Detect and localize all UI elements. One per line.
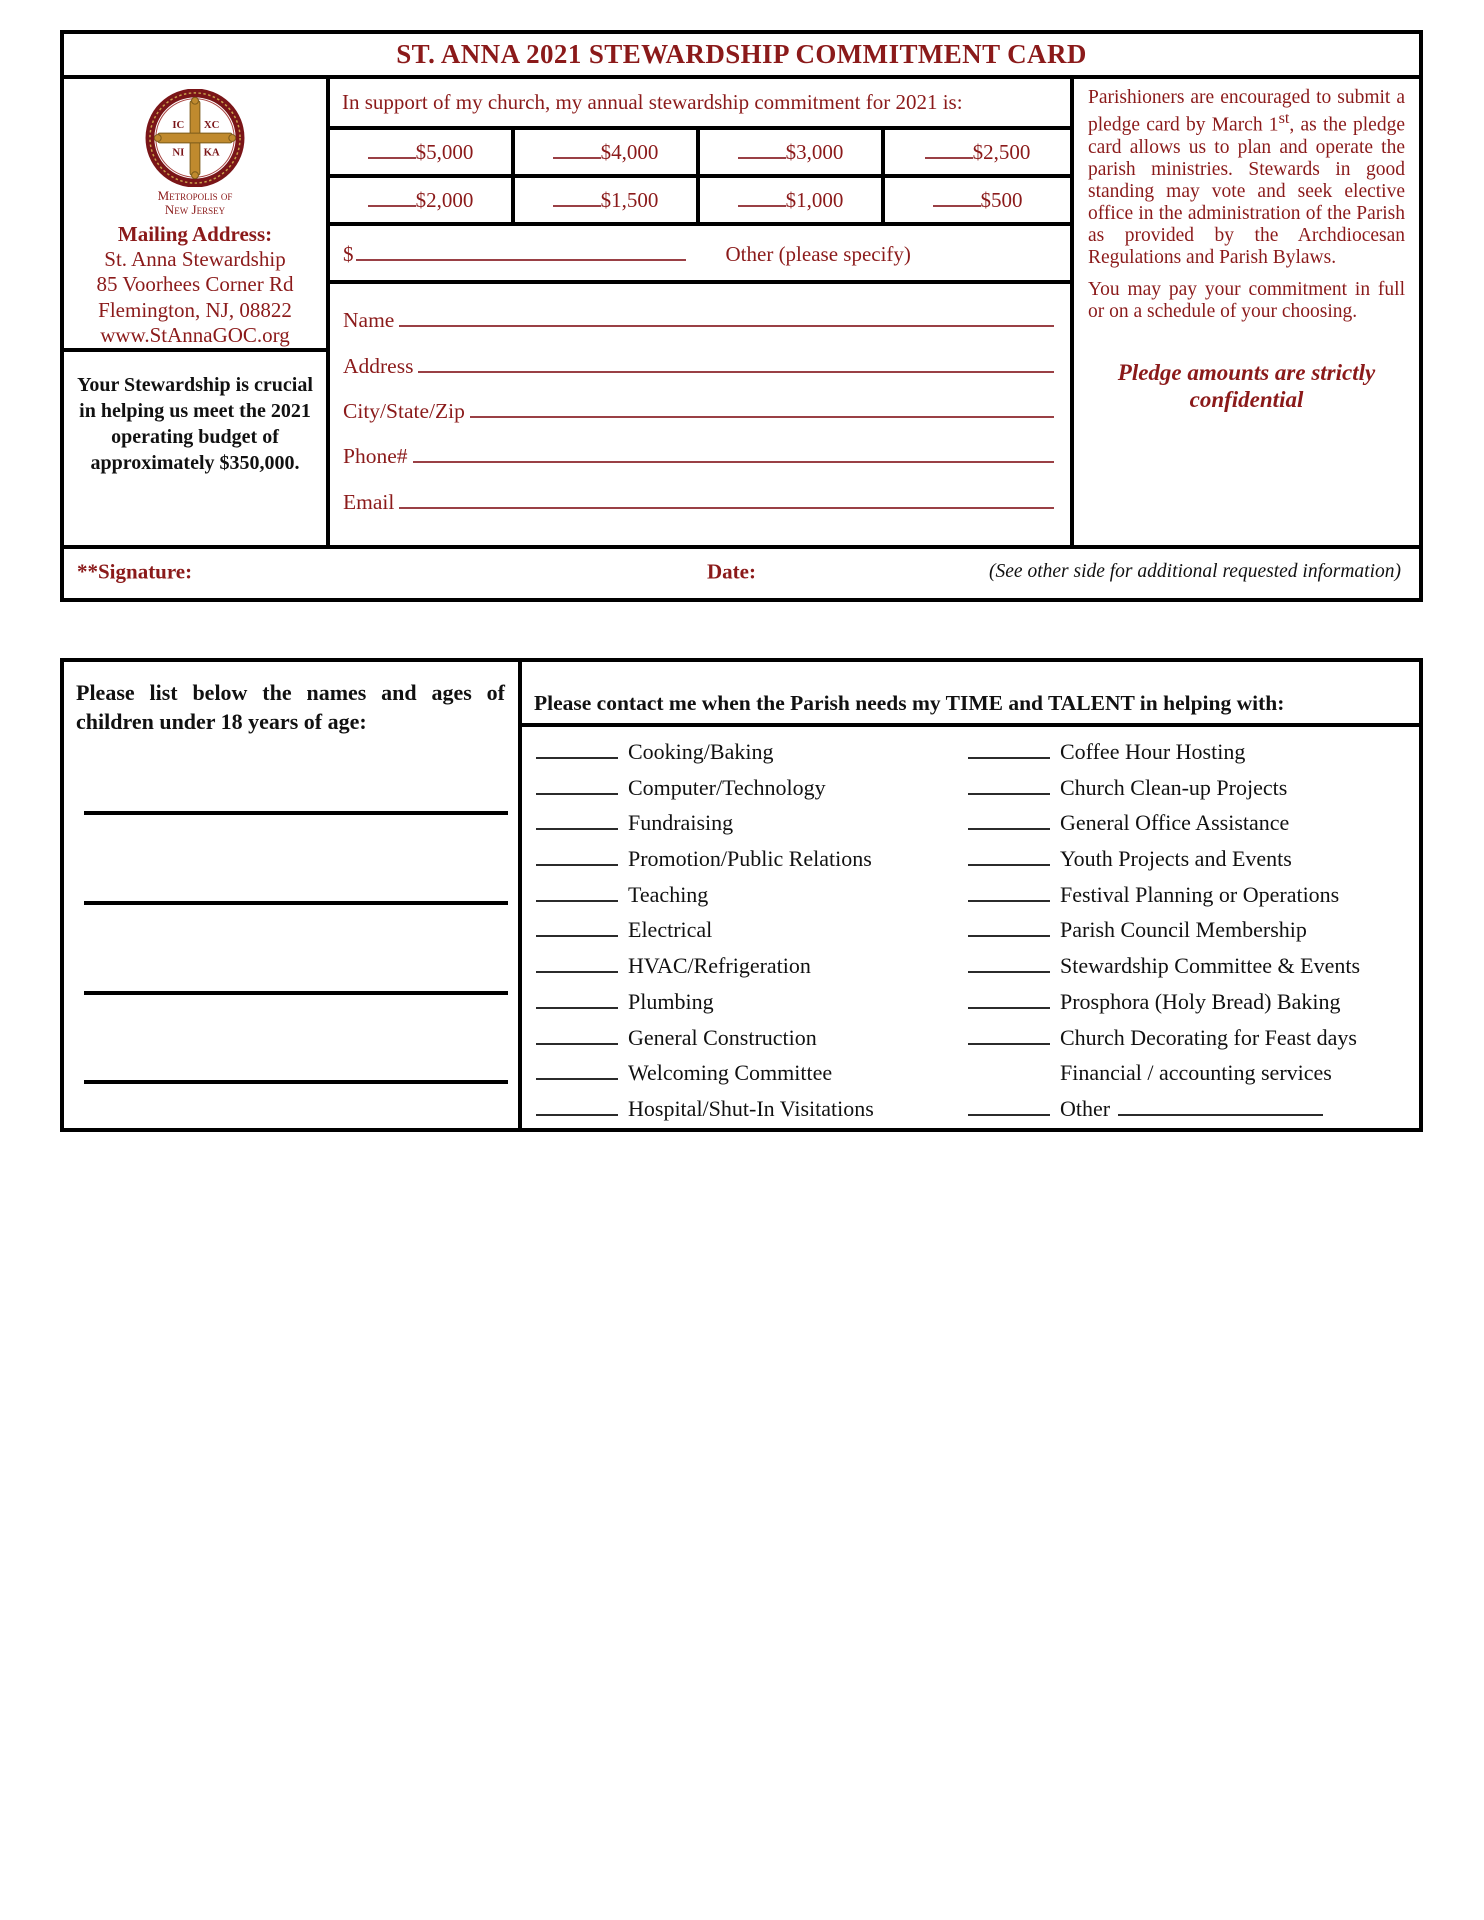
other-dollar-sign: $ xyxy=(343,242,354,266)
talent-item-label: Teaching xyxy=(628,881,709,907)
talent-item-label: Cooking/Baking xyxy=(628,739,774,764)
mailing-address-heading: Mailing Address: xyxy=(117,222,273,247)
contact-field-row xyxy=(343,490,1054,515)
talent-checkoff-blank-line xyxy=(968,793,1050,795)
mailing-address-line: Flemington, NJ, 08822 xyxy=(98,297,292,322)
talent-item xyxy=(968,1025,1413,1051)
talent-checkoff-blank-line xyxy=(536,828,618,830)
talent-item-label: General Construction xyxy=(628,1024,817,1050)
talent-checkoff-blank-line xyxy=(536,1043,618,1045)
talent-list-right xyxy=(968,739,1413,1122)
talent-item-label: Electrical xyxy=(628,917,713,943)
pledge-amount-label: $5,000 xyxy=(415,140,474,164)
talent-item xyxy=(522,1060,968,1086)
talent-checkoff-blank-line xyxy=(968,935,1050,937)
field-label: Phone# xyxy=(343,444,408,469)
pledge-amount-cell xyxy=(885,178,1070,226)
talent-checkoff-blank-line xyxy=(536,864,618,866)
field-blank-line xyxy=(413,460,1055,463)
talent-item xyxy=(522,882,968,908)
logo-caption xyxy=(158,189,233,216)
talent-checkoff-blank-line xyxy=(536,1078,618,1080)
children-writing-line xyxy=(84,1080,508,1084)
talent-item xyxy=(968,1060,1413,1086)
talent-item xyxy=(968,1096,1413,1122)
talent-checkoff-blank-line xyxy=(968,971,1050,973)
signature-row xyxy=(64,545,1419,594)
contact-field-row xyxy=(343,354,1054,379)
confidential-note: Pledge amounts are strictly confidential xyxy=(1117,359,1376,413)
talent-item xyxy=(522,775,968,801)
talent-lists xyxy=(522,727,1419,1128)
pledge-amount-label: $1,000 xyxy=(785,188,844,212)
pledge-amount-cell xyxy=(885,130,1070,178)
pledge-checkoff-blank-line xyxy=(368,157,416,159)
talent-checkoff-blank-line xyxy=(536,793,618,795)
metropolis-seal-icon xyxy=(145,89,245,187)
talent-item xyxy=(968,953,1413,979)
talent-item xyxy=(968,846,1413,872)
contact-field-row xyxy=(343,399,1054,424)
pledge-amount-cell xyxy=(700,178,885,226)
pledge-amount-cell xyxy=(700,130,885,178)
see-other-side-note: (See other side for additional requested information) xyxy=(989,560,1401,582)
children-heading: Please list below the names and ages of children under 18 years of age: xyxy=(76,680,505,735)
pledge-amount-cell xyxy=(515,130,700,178)
children-writing-line xyxy=(84,991,508,995)
superscript-st: st xyxy=(1278,109,1290,128)
pledge-amount-label: $3,000 xyxy=(785,140,844,164)
pledge-amount-label: $2,000 xyxy=(415,188,474,212)
talent-item xyxy=(968,775,1413,801)
talent-checkoff-blank-line xyxy=(536,1114,618,1116)
talent-checkoff-blank-line xyxy=(968,864,1050,866)
talent-item-label: Coffee Hour Hosting xyxy=(1060,739,1246,764)
talent-item xyxy=(522,1025,968,1051)
field-blank-line xyxy=(399,506,1054,509)
pledge-column xyxy=(330,79,1074,545)
talent-cell xyxy=(522,662,1419,1128)
svg-text:KA: KA xyxy=(203,146,220,159)
field-label: Email xyxy=(343,489,395,514)
field-label: Address xyxy=(343,353,414,378)
talent-item xyxy=(522,953,968,979)
pledge-header: In support of my church, my annual stewardship commitment for 2021 is: xyxy=(330,79,1070,130)
info-paragraph-1: Parishioners are encouraged to submit a pledge card by March 1st, as the pledge card allows us to plan and operate the parish ministries. Stewards in good standing may vote and seek elective office in the administration of the Parish as provided by the Archdiocesan Regulations and Parish Bylaws. xyxy=(1088,87,1405,268)
talent-item xyxy=(522,989,968,1015)
card1-main xyxy=(64,79,1419,545)
talent-item xyxy=(968,917,1413,943)
talent-checkoff-blank-line xyxy=(536,900,618,902)
talent-item-label: Other xyxy=(1060,1095,1111,1121)
pledge-other-row xyxy=(330,226,1070,284)
pledge-checkoff-blank-line xyxy=(738,205,786,207)
time-talent-card xyxy=(60,658,1423,1132)
pledge-amount-cell xyxy=(515,178,700,226)
pledge-amount-label: $500 xyxy=(980,188,1023,212)
talent-item-label: Financial / accounting services xyxy=(1060,1060,1332,1086)
pledge-amount-grid xyxy=(330,130,1070,226)
talent-checkoff-blank-line xyxy=(536,935,618,937)
talent-item xyxy=(968,739,1413,765)
talent-item xyxy=(968,810,1413,836)
logo-caption-line2: New Jersey xyxy=(164,201,226,217)
talent-item-label: HVAC/Refrigeration xyxy=(628,953,811,979)
talent-checkoff-blank-line xyxy=(536,1007,618,1009)
mailing-address-line: St. Anna Stewardship xyxy=(104,247,286,272)
talent-list-left xyxy=(522,739,968,1122)
talent-checkoff-blank-line xyxy=(968,900,1050,902)
talent-item xyxy=(522,846,968,872)
talent-item-label: Youth Projects and Events xyxy=(1060,846,1292,872)
mailing-address-line: 85 Voorhees Corner Rd xyxy=(96,272,294,297)
contact-field-row xyxy=(343,444,1054,469)
signature-label: **Signature: xyxy=(77,559,193,583)
talent-item xyxy=(522,810,968,836)
field-label: Name xyxy=(343,308,395,333)
pledge-amount-label: $1,500 xyxy=(600,188,659,212)
talent-item-label: Computer/Technology xyxy=(628,774,826,800)
talent-item xyxy=(522,1096,968,1122)
talent-item-label: Church Clean-up Projects xyxy=(1060,774,1288,800)
pledge-checkoff-blank-line xyxy=(925,157,973,159)
pledge-checkoff-blank-line xyxy=(933,205,981,207)
other-amount-blank-line xyxy=(356,259,686,261)
talent-item-label: Plumbing xyxy=(628,988,714,1014)
pledge-checkoff-blank-line xyxy=(553,157,601,159)
left-column xyxy=(64,79,330,545)
info-column xyxy=(1074,79,1419,545)
svg-text:XC: XC xyxy=(203,119,220,132)
mailing-address-line: www.StAnnaGOC.org xyxy=(100,322,290,347)
pledge-checkoff-blank-line xyxy=(368,205,416,207)
field-blank-line xyxy=(470,415,1054,418)
date-label: Date: xyxy=(707,559,756,583)
info-paragraph-2: You may pay your commitment in full or on a schedule of your choosing. xyxy=(1088,278,1405,322)
talent-item-label: Parish Council Membership xyxy=(1060,917,1307,943)
talent-item-label: Welcoming Committee xyxy=(628,1060,833,1086)
stewardship-commitment-card xyxy=(60,30,1423,602)
talent-item xyxy=(968,989,1413,1015)
logo-caption-line1: Metropolis of xyxy=(157,187,233,203)
talent-checkoff-blank-line xyxy=(536,757,618,759)
card-title: ST. ANNA 2021 STEWARDSHIP COMMITMENT CARD xyxy=(64,34,1419,79)
talent-checkoff-blank-line xyxy=(968,828,1050,830)
field-blank-line xyxy=(418,370,1054,373)
other-talent-blank-line xyxy=(1118,1114,1323,1116)
pledge-amount-label: $4,000 xyxy=(600,140,659,164)
pledge-amount-cell xyxy=(330,178,515,226)
field-label: City/State/Zip xyxy=(343,398,465,423)
contact-fields xyxy=(330,284,1070,545)
svg-text:NI: NI xyxy=(172,146,185,159)
talent-header: Please contact me when the Parish needs my TIME and TALENT in helping with: xyxy=(522,662,1419,727)
talent-item-label: Fundraising xyxy=(628,810,734,836)
talent-checkoff-blank-line xyxy=(968,1043,1050,1045)
children-writing-line xyxy=(84,901,508,905)
talent-item-label: Stewardship Committee & Events xyxy=(1060,953,1361,979)
talent-item-label: Prosphora (Holy Bread) Baking xyxy=(1060,988,1341,1014)
field-blank-line xyxy=(399,324,1054,327)
talent-item xyxy=(522,917,968,943)
other-specify-label: Other (please specify) xyxy=(725,242,911,266)
stewardship-note: Your Stewardship is crucial in helping us meet the 2021 operating budget of approximately $350,000. xyxy=(77,374,313,474)
talent-item-label: Church Decorating for Feast days xyxy=(1060,1024,1357,1050)
talent-checkoff-blank-line xyxy=(968,757,1050,759)
talent-item xyxy=(522,739,968,765)
talent-item-label: General Office Assistance xyxy=(1060,810,1290,836)
logo-cell xyxy=(64,79,326,352)
pledge-checkoff-blank-line xyxy=(553,205,601,207)
children-cell xyxy=(64,662,522,1128)
talent-item-label: Promotion/Public Relations xyxy=(628,846,872,872)
talent-checkoff-blank-line xyxy=(968,1114,1050,1116)
talent-checkoff-blank-line xyxy=(536,971,618,973)
talent-item-label: Festival Planning or Operations xyxy=(1060,881,1340,907)
talent-checkoff-blank-line xyxy=(968,1007,1050,1009)
pledge-checkoff-blank-line xyxy=(738,157,786,159)
talent-item xyxy=(968,882,1413,908)
contact-field-row xyxy=(343,308,1054,333)
svg-text:IC: IC xyxy=(172,119,185,132)
mailing-address-lines xyxy=(97,247,294,348)
pledge-amount-label: $2,500 xyxy=(972,140,1031,164)
pledge-amount-cell xyxy=(330,130,515,178)
talent-item-label: Hospital/Shut-In Visitations xyxy=(628,1095,874,1121)
children-writing-line xyxy=(84,811,508,815)
